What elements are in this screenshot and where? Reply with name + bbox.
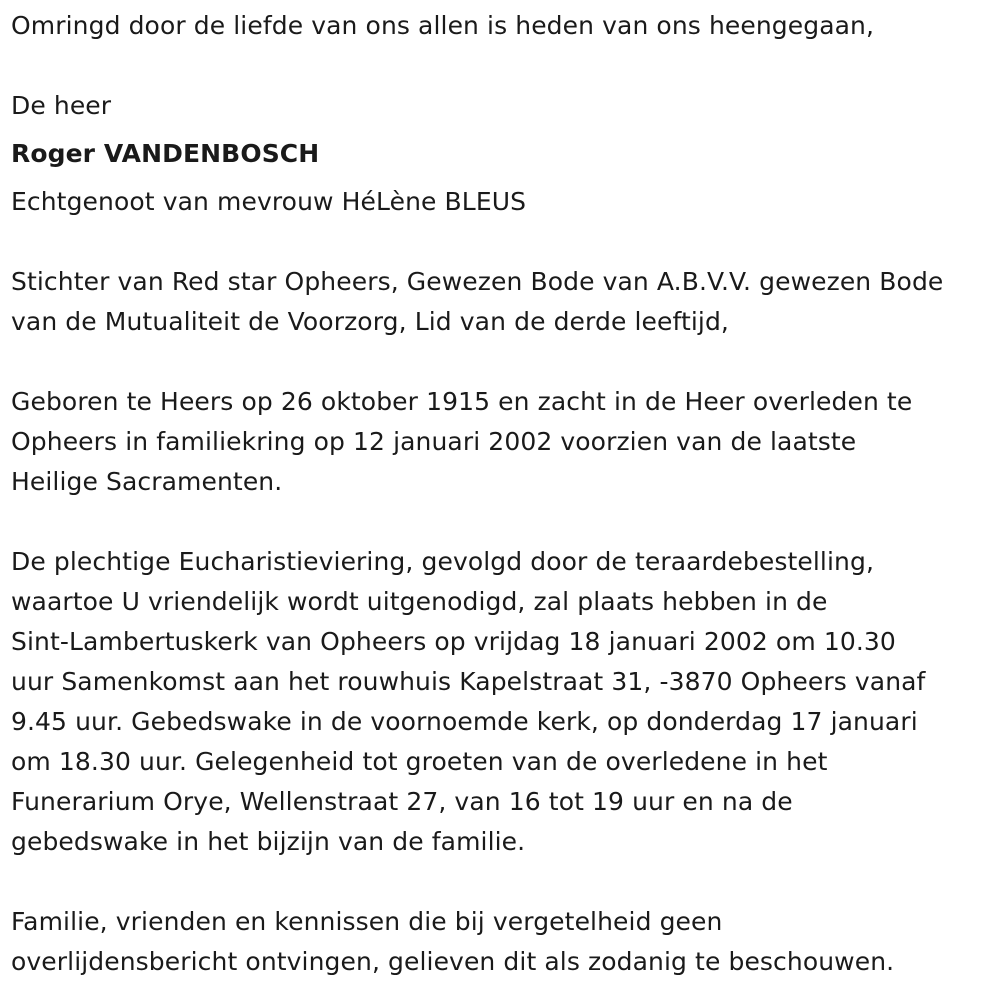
ceremony-paragraph	[11, 542, 925, 862]
ceremony-line: Funerarium Orye, Wellenstraat 27, van 16 tot 19 uur en na de	[11, 787, 793, 816]
ceremony-line: Sint-Lambertuskerk van Opheers op vrijdag 18 januari 2002 om 10.30	[11, 627, 896, 656]
roles-paragraph	[11, 262, 943, 342]
intro-text: Omringd door de liefde van ons allen is heden van ons heengegaan,	[11, 11, 875, 40]
closing-line: overlijdensbericht ontvingen, gelieven dit als zodanig te beschouwen.	[11, 947, 895, 976]
closing-paragraph	[11, 902, 894, 982]
roles-line: van de Mutualiteit de Voorzorg, Lid van de derde leeftijd,	[11, 307, 729, 336]
spouse-line: Echtgenoot van mevrouw HéLène BLEUS	[11, 187, 527, 216]
ceremony-line: 9.45 uur. Gebedswake in de voornoemde kerk, op donderdag 17 januari	[11, 707, 918, 736]
ceremony-line: om 18.30 uur. Gelegenheid tot groeten van de overledene in het	[11, 747, 828, 776]
birth-death-line: Geboren te Heers op 26 oktober 1915 en zacht in de Heer overleden te	[11, 387, 913, 416]
ceremony-line: uur Samenkomst aan het rouwhuis Kapelstraat 31, -3870 Opheers vanaf	[11, 667, 926, 696]
closing-line: Familie, vrienden en kennissen die bij vergetelheid geen	[11, 907, 723, 936]
birth-death-line: Heilige Sacramenten.	[11, 467, 283, 496]
birth-death-line: Opheers in familiekring op 12 januari 2002 voorzien van de laatste	[11, 427, 857, 456]
ceremony-line: De plechtige Eucharistieviering, gevolgd door de teraardebestelling,	[11, 547, 874, 576]
title-prefix: De heer	[11, 91, 112, 120]
birth-death-paragraph	[11, 382, 912, 502]
ceremony-line: gebedswake in het bijzijn van de familie.	[11, 827, 526, 856]
ceremony-line: waartoe U vriendelijk wordt uitgenodigd, zal plaats hebben in de	[11, 587, 828, 616]
deceased-name: Roger VANDENBOSCH	[11, 139, 320, 168]
roles-line: Stichter van Red star Opheers, Gewezen Bode van A.B.V.V. gewezen Bode	[11, 267, 944, 296]
